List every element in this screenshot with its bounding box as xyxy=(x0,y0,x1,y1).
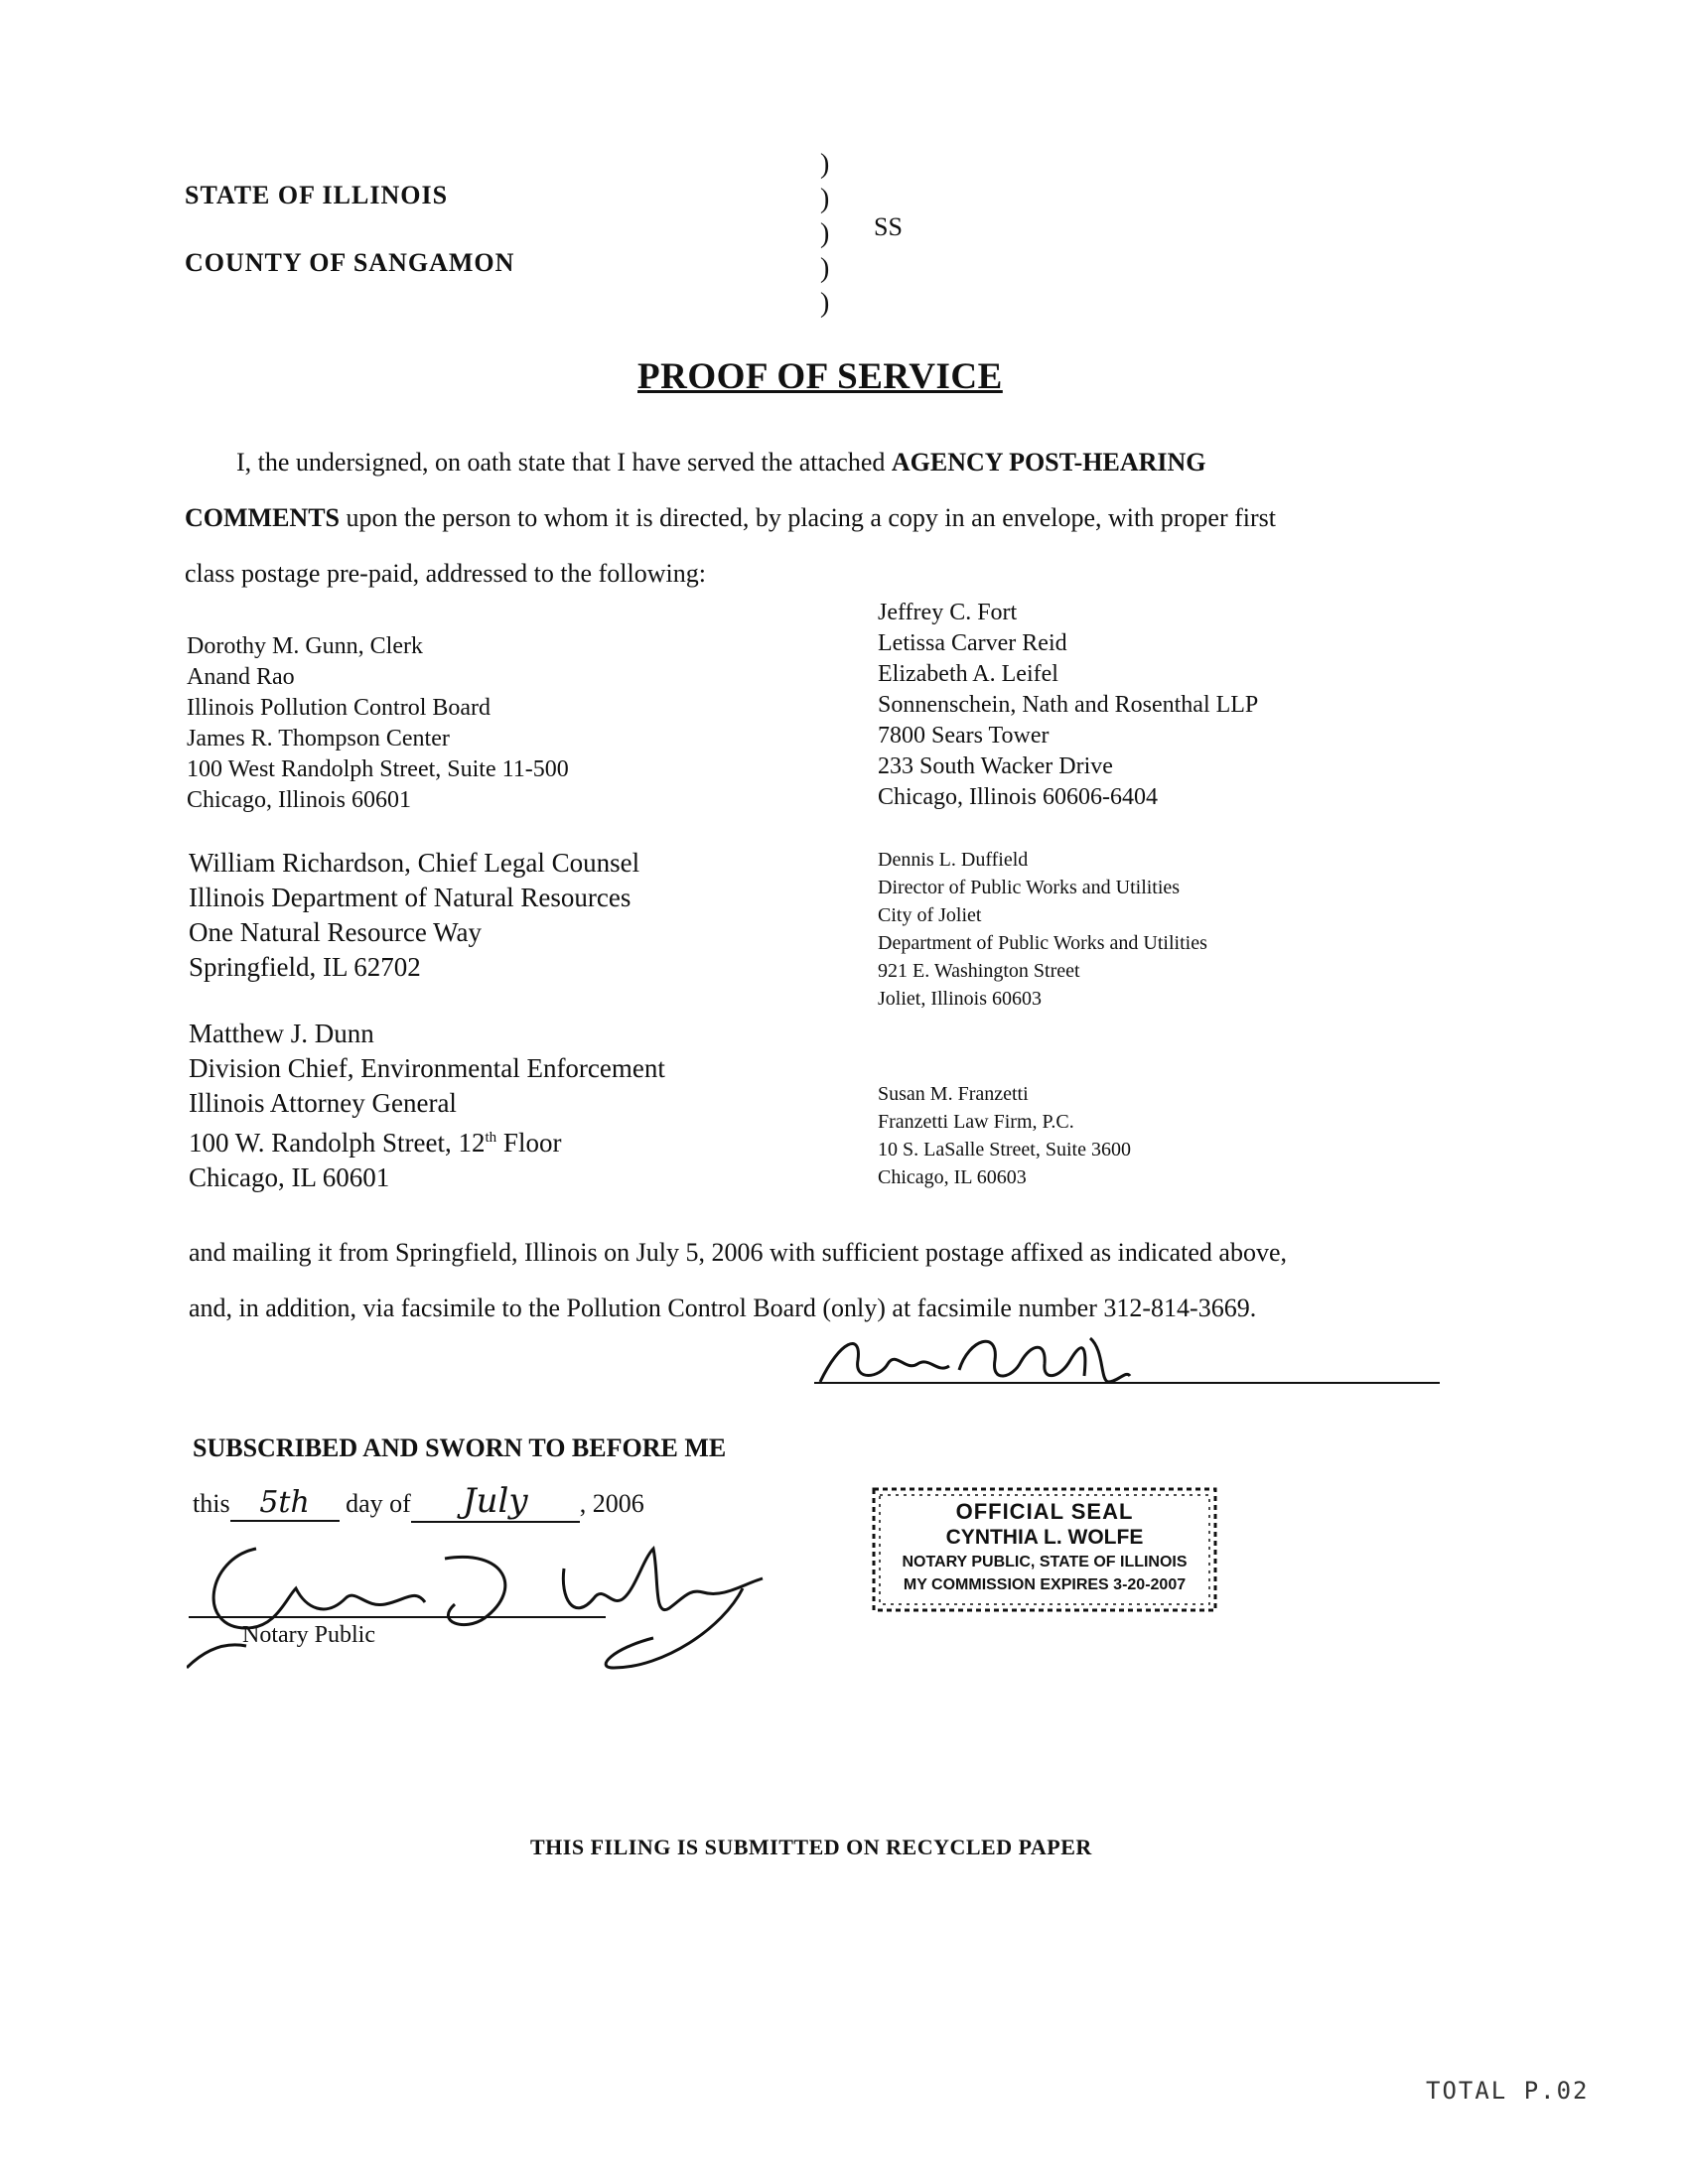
mailing-line: and mailing it from Springfield, Illinois on July 5, 2006 with sufficient postage affixed as indicated above, xyxy=(189,1238,1288,1267)
jurat-text: this xyxy=(193,1489,230,1518)
jurat-text: day of xyxy=(346,1489,411,1518)
handwritten-month: July xyxy=(411,1481,580,1523)
address-line: One Natural Resource Way xyxy=(189,917,482,947)
superscript: th xyxy=(485,1130,497,1146)
address-line: 233 South Wacker Drive xyxy=(878,753,1113,779)
address-block xyxy=(187,631,569,816)
address-line: William Richardson, Chief Legal Counsel xyxy=(189,848,640,878)
mailing-line: and, in addition, via facsimile to the Pollution Control Board (only) at facsimile number 312-814-3669. xyxy=(189,1294,1257,1322)
address-line: 7800 Sears Tower xyxy=(878,723,1050,749)
address-line: Department of Public Works and Utilities xyxy=(878,932,1207,954)
intro-paragraph xyxy=(185,435,1495,602)
document-name: AGENCY POST-HEARING xyxy=(891,448,1206,477)
address-line: Chicago, IL 60601 xyxy=(189,1162,390,1192)
address-line: Division Chief, Environmental Enforcement xyxy=(189,1053,665,1083)
notary-public-label: Notary Public xyxy=(242,1622,375,1648)
address-line: Chicago, Illinois 60601 xyxy=(187,787,411,813)
address-line: Illinois Pollution Control Board xyxy=(187,695,491,721)
address-line: Matthew J. Dunn xyxy=(189,1019,374,1048)
address-line: Illinois Department of Natural Resources xyxy=(189,883,632,912)
address-line: City of Joliet xyxy=(878,904,982,926)
address-line: Chicago, Illinois 60606-6404 xyxy=(878,784,1158,810)
address-block xyxy=(878,846,1207,1013)
handwritten-day: 5th xyxy=(230,1485,340,1522)
address-text: 100 W. Randolph Street, 12 xyxy=(189,1128,486,1158)
intro-text: upon the person to whom it is directed, by placing a copy in an envelope, with proper first xyxy=(340,503,1276,532)
address-line: Chicago, IL 60603 xyxy=(878,1166,1027,1188)
address-line: Sonnenschein, Nath and Rosenthal LLP xyxy=(878,692,1259,718)
notary-seal xyxy=(870,1485,1219,1614)
affiant-signature xyxy=(810,1320,1168,1400)
address-line: Illinois Attorney General xyxy=(189,1088,457,1118)
notary-signature xyxy=(187,1519,792,1678)
address-line xyxy=(189,1121,665,1160)
address-line: Jeffrey C. Fort xyxy=(878,600,1018,625)
jurat-year: , 2006 xyxy=(579,1489,644,1518)
paren: ) xyxy=(820,288,830,319)
caption-parentheses xyxy=(820,147,829,321)
fax-page-total: TOTAL P.02 xyxy=(1426,2077,1590,2105)
address-line: Susan M. Franzetti xyxy=(878,1083,1029,1105)
paren: ) xyxy=(820,218,830,249)
paren: ) xyxy=(820,149,830,180)
address-line: Joliet, Illinois 60603 xyxy=(878,988,1042,1010)
recycled-paper-footer: THIS FILING IS SUBMITTED ON RECYCLED PAPER xyxy=(530,1835,1092,1859)
intro-text: I, the undersigned, on oath state that I have served the attached xyxy=(236,448,892,477)
notary-signature-line xyxy=(189,1616,606,1618)
address-line: Director of Public Works and Utilities xyxy=(878,877,1181,898)
address-block xyxy=(878,1080,1131,1191)
address-line: Franzetti Law Firm, P.C. xyxy=(878,1111,1074,1133)
caption-state: STATE OF ILLINOIS xyxy=(185,181,449,209)
address-line: Anand Rao xyxy=(187,664,295,690)
address-line: Elizabeth A. Leifel xyxy=(878,661,1058,687)
seal-line: MY COMMISSION EXPIRES 3-20-2007 xyxy=(903,1576,1187,1593)
document-name-cont: COMMENTS xyxy=(185,503,340,532)
jurat-date-line xyxy=(193,1481,644,1523)
address-line: Dennis L. Duffield xyxy=(878,849,1029,871)
address-line: 921 E. Washington Street xyxy=(878,960,1080,982)
intro-text: class postage pre-paid, addressed to the following: xyxy=(185,559,706,588)
address-text: Floor xyxy=(496,1128,562,1158)
paren: ) xyxy=(820,184,830,214)
address-block xyxy=(878,598,1258,813)
caption-county: COUNTY OF SANGAMON xyxy=(185,248,515,277)
address-block xyxy=(189,1017,665,1195)
address-line: James R. Thompson Center xyxy=(187,726,450,751)
address-line: 10 S. LaSalle Street, Suite 3600 xyxy=(878,1139,1131,1160)
seal-line: OFFICIAL SEAL xyxy=(955,1499,1134,1524)
paren: ) xyxy=(820,253,830,284)
address-line: Letissa Carver Reid xyxy=(878,630,1067,656)
seal-line: CYNTHIA L. WOLFE xyxy=(945,1526,1144,1549)
seal-text xyxy=(886,1499,1203,1600)
address-line: Springfield, IL 62702 xyxy=(189,952,421,982)
address-line: Dorothy M. Gunn, Clerk xyxy=(187,633,423,659)
address-block xyxy=(189,846,639,985)
address-line: 100 West Randolph Street, Suite 11-500 xyxy=(187,756,569,782)
jurat-heading: SUBSCRIBED AND SWORN TO BEFORE ME xyxy=(193,1433,727,1462)
caption-ss: SS xyxy=(874,212,903,241)
seal-line: NOTARY PUBLIC, STATE OF ILLINOIS xyxy=(902,1554,1188,1570)
document-title: PROOF OF SERVICE xyxy=(637,356,1003,397)
